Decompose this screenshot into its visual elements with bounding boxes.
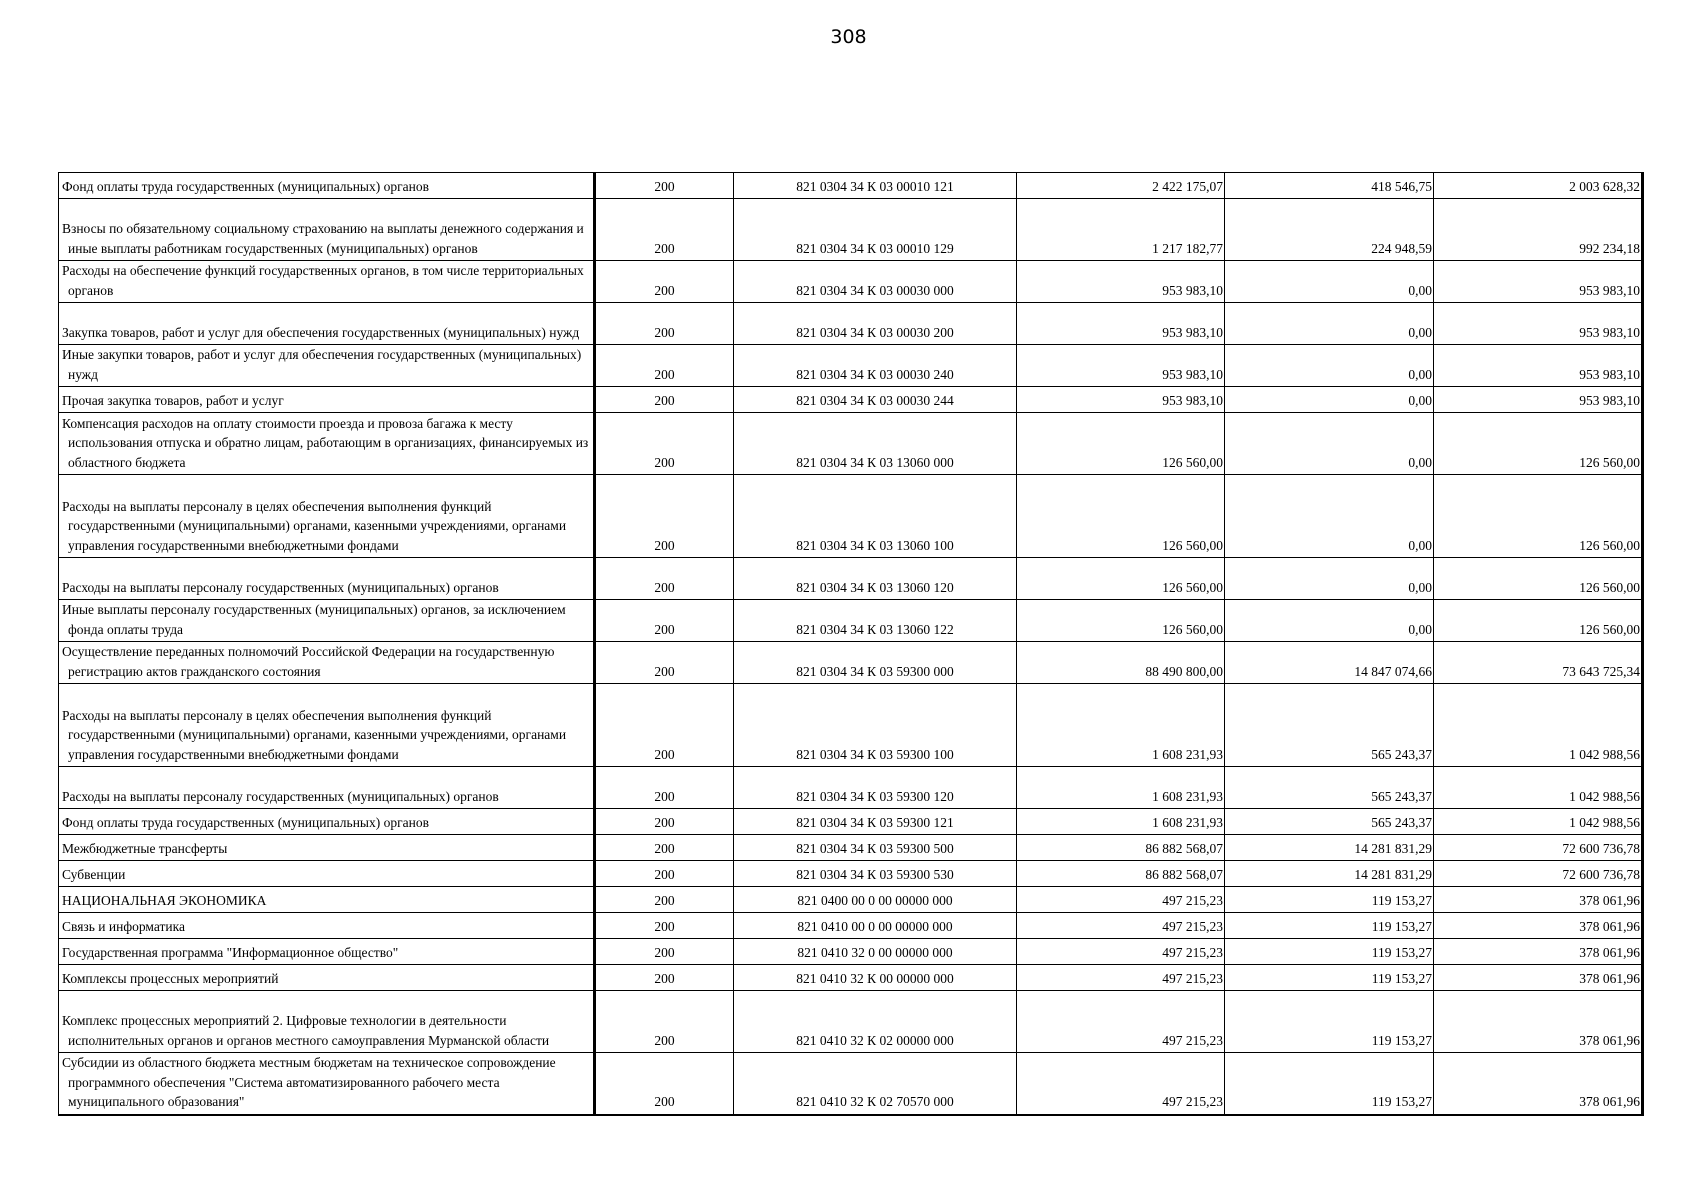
table-row (59, 939, 1643, 965)
row-executed-cell: 14 281 831,29 (1225, 835, 1434, 861)
row-approved-cell: 126 560,00 (1017, 600, 1225, 642)
table-row (59, 261, 1643, 303)
row-approved-cell: 497 215,23 (1017, 939, 1225, 965)
table-row (59, 558, 1643, 600)
row-budget-code-cell: 821 0400 00 0 00 00000 000 (734, 887, 1017, 913)
row-budget-code-cell: 821 0304 34 К 03 13060 000 (734, 413, 1017, 475)
row-line-code-cell: 200 (595, 261, 734, 303)
row-name-cell (59, 199, 595, 261)
row-line-code-cell: 200 (595, 913, 734, 939)
row-budget-code-cell: 821 0304 34 К 03 00010 129 (734, 199, 1017, 261)
row-executed-cell: 0,00 (1225, 387, 1434, 413)
row-line-code-cell: 200 (595, 861, 734, 887)
row-unexecuted-cell: 73 643 725,34 (1434, 642, 1643, 684)
row-approved-cell: 1 608 231,93 (1017, 767, 1225, 809)
row-name-text: Расходы на выплаты персоналу в целях обеспечения выполнения функций государственными (муниципальными) органами, казенными учреждениями, органами управления государственными внебюджетными фондами (62, 498, 567, 553)
row-name-cell (59, 1053, 595, 1115)
row-line-code-cell: 200 (595, 939, 734, 965)
row-unexecuted-cell: 953 983,10 (1434, 387, 1643, 413)
row-line-code-cell: 200 (595, 809, 734, 835)
row-unexecuted-cell: 953 983,10 (1434, 345, 1643, 387)
row-name-cell (59, 303, 595, 345)
row-line-code-cell: 200 (595, 684, 734, 767)
row-unexecuted-cell: 72 600 736,78 (1434, 835, 1643, 861)
row-approved-cell: 86 882 568,07 (1017, 835, 1225, 861)
row-line-code-cell: 200 (595, 345, 734, 387)
row-approved-cell: 86 882 568,07 (1017, 861, 1225, 887)
row-name-cell (59, 387, 595, 413)
row-approved-cell: 2 422 175,07 (1017, 173, 1225, 199)
row-name-cell (59, 861, 595, 887)
row-name-text: Фонд оплаты труда государственных (муниципальных) органов (62, 178, 429, 194)
table-row (59, 684, 1643, 767)
row-name-cell (59, 345, 595, 387)
row-budget-code-cell: 821 0304 34 К 03 59300 100 (734, 684, 1017, 767)
row-approved-cell: 1 217 182,77 (1017, 199, 1225, 261)
table-row (59, 767, 1643, 809)
row-unexecuted-cell: 953 983,10 (1434, 303, 1643, 345)
row-unexecuted-cell: 378 061,96 (1434, 939, 1643, 965)
row-name-cell (59, 475, 595, 558)
row-unexecuted-cell: 378 061,96 (1434, 965, 1643, 991)
row-executed-cell: 0,00 (1225, 558, 1434, 600)
row-line-code-cell: 200 (595, 642, 734, 684)
row-approved-cell: 953 983,10 (1017, 387, 1225, 413)
row-approved-cell: 953 983,10 (1017, 303, 1225, 345)
row-name-cell (59, 991, 595, 1053)
row-executed-cell: 224 948,59 (1225, 199, 1434, 261)
row-executed-cell: 418 546,75 (1225, 173, 1434, 199)
row-unexecuted-cell: 378 061,96 (1434, 887, 1643, 913)
row-approved-cell: 497 215,23 (1017, 1053, 1225, 1115)
row-budget-code-cell: 821 0304 34 К 03 00030 200 (734, 303, 1017, 345)
row-budget-code-cell: 821 0410 32 К 02 70570 000 (734, 1053, 1017, 1115)
row-name-cell (59, 913, 595, 939)
table-row (59, 345, 1643, 387)
row-executed-cell: 0,00 (1225, 413, 1434, 475)
table-row (59, 642, 1643, 684)
row-unexecuted-cell: 126 560,00 (1434, 600, 1643, 642)
table-row (59, 173, 1643, 199)
row-budget-code-cell: 821 0304 34 К 03 13060 122 (734, 600, 1017, 642)
row-budget-code-cell: 821 0304 34 К 03 59300 000 (734, 642, 1017, 684)
row-line-code-cell: 200 (595, 173, 734, 199)
table-row (59, 965, 1643, 991)
row-name-text: Межбюджетные трансферты (62, 840, 228, 856)
page-number: 308 (830, 26, 867, 48)
row-line-code-cell: 200 (595, 387, 734, 413)
row-name-text: Комплексы процессных мероприятий (62, 970, 279, 986)
row-unexecuted-cell: 953 983,10 (1434, 261, 1643, 303)
row-name-text: Прочая закупка товаров, работ и услуг (62, 392, 284, 408)
row-line-code-cell: 200 (595, 199, 734, 261)
row-approved-cell: 126 560,00 (1017, 413, 1225, 475)
row-executed-cell: 0,00 (1225, 261, 1434, 303)
row-budget-code-cell: 821 0410 32 К 00 00000 000 (734, 965, 1017, 991)
row-name-cell (59, 413, 595, 475)
row-line-code-cell: 200 (595, 835, 734, 861)
row-executed-cell: 0,00 (1225, 475, 1434, 558)
row-approved-cell: 953 983,10 (1017, 261, 1225, 303)
row-line-code-cell: 200 (595, 303, 734, 345)
row-unexecuted-cell: 126 560,00 (1434, 558, 1643, 600)
table-row (59, 199, 1643, 261)
row-executed-cell: 119 153,27 (1225, 991, 1434, 1053)
row-executed-cell: 14 281 831,29 (1225, 861, 1434, 887)
row-name-cell (59, 173, 595, 199)
row-approved-cell: 497 215,23 (1017, 991, 1225, 1053)
row-approved-cell: 1 608 231,93 (1017, 809, 1225, 835)
table-row (59, 387, 1643, 413)
row-name-cell (59, 767, 595, 809)
row-executed-cell: 119 153,27 (1225, 939, 1434, 965)
table-row (59, 1053, 1643, 1115)
row-name-text: Расходы на обеспечение функций государственных органов, в том числе территориальных органов (62, 263, 584, 298)
row-name-cell (59, 600, 595, 642)
row-unexecuted-cell: 1 042 988,56 (1434, 767, 1643, 809)
row-budget-code-cell: 821 0304 34 К 03 00010 121 (734, 173, 1017, 199)
row-name-text: Комплекс процессных мероприятий 2. Цифровые технологии в деятельности исполнительных органов и органов местного самоуправления Мурманской области (62, 1013, 550, 1048)
table-row (59, 991, 1643, 1053)
row-name-cell (59, 939, 595, 965)
row-unexecuted-cell: 126 560,00 (1434, 413, 1643, 475)
row-name-cell (59, 887, 595, 913)
row-approved-cell: 497 215,23 (1017, 965, 1225, 991)
row-name-cell (59, 835, 595, 861)
row-name-text: Компенсация расходов на оплату стоимости проезда и провоза багажа к месту использования отпуска и обратно лицам, работающим в организациях, финансируемых из областного бюджета (62, 415, 589, 470)
row-name-cell (59, 558, 595, 600)
row-unexecuted-cell: 378 061,96 (1434, 991, 1643, 1053)
row-name-cell (59, 684, 595, 767)
row-unexecuted-cell: 992 234,18 (1434, 199, 1643, 261)
row-unexecuted-cell: 1 042 988,56 (1434, 684, 1643, 767)
row-name-text: Фонд оплаты труда государственных (муниципальных) органов (62, 814, 429, 830)
row-line-code-cell: 200 (595, 558, 734, 600)
row-budget-code-cell: 821 0304 34 К 03 59300 500 (734, 835, 1017, 861)
row-unexecuted-cell: 378 061,96 (1434, 1053, 1643, 1115)
row-unexecuted-cell: 1 042 988,56 (1434, 809, 1643, 835)
row-line-code-cell: 200 (595, 413, 734, 475)
row-budget-code-cell: 821 0304 34 К 03 59300 530 (734, 861, 1017, 887)
row-executed-cell: 119 153,27 (1225, 965, 1434, 991)
row-name-text: Закупка товаров, работ и услуг для обеспечения государственных (муниципальных) нужд (62, 324, 580, 340)
row-line-code-cell: 200 (595, 1053, 734, 1115)
row-name-text: Государственная программа "Информационное общество" (62, 944, 399, 960)
row-budget-code-cell: 821 0304 34 К 03 00030 000 (734, 261, 1017, 303)
table-row (59, 861, 1643, 887)
row-name-text: Иные закупки товаров, работ и услуг для обеспечения государственных (муниципальных) нужд (62, 347, 582, 382)
row-line-code-cell: 200 (595, 887, 734, 913)
row-name-text: Расходы на выплаты персоналу государственных (муниципальных) органов (62, 579, 499, 595)
row-budget-code-cell: 821 0304 34 К 03 13060 100 (734, 475, 1017, 558)
row-name-text: Осуществление переданных полномочий Российской Федерации на государственную регистрацию актов гражданского состояния (62, 644, 555, 679)
row-name-cell (59, 965, 595, 991)
row-executed-cell: 565 243,37 (1225, 809, 1434, 835)
table-row (59, 600, 1643, 642)
row-budget-code-cell: 821 0410 00 0 00 00000 000 (734, 913, 1017, 939)
row-name-text: Субсидии из областного бюджета местным бюджетам на техническое сопровождение программного обеспечения "Система автоматизированного рабочего места муниципального образования" (62, 1055, 556, 1109)
row-name-cell (59, 261, 595, 303)
row-budget-code-cell: 821 0304 34 К 03 00030 240 (734, 345, 1017, 387)
table-row (59, 475, 1643, 558)
row-approved-cell: 126 560,00 (1017, 558, 1225, 600)
row-unexecuted-cell: 72 600 736,78 (1434, 861, 1643, 887)
row-line-code-cell: 200 (595, 991, 734, 1053)
row-unexecuted-cell: 378 061,96 (1434, 913, 1643, 939)
row-budget-code-cell: 821 0304 34 К 03 59300 120 (734, 767, 1017, 809)
row-name-text: Расходы на выплаты персоналу государственных (муниципальных) органов (62, 788, 499, 804)
row-unexecuted-cell: 126 560,00 (1434, 475, 1643, 558)
row-name-text: Иные выплаты персоналу государственных (муниципальных) органов, за исключением фонда оплаты труда (62, 602, 566, 637)
row-line-code-cell: 200 (595, 965, 734, 991)
row-approved-cell: 497 215,23 (1017, 913, 1225, 939)
row-executed-cell: 565 243,37 (1225, 684, 1434, 767)
row-approved-cell: 1 608 231,93 (1017, 684, 1225, 767)
row-line-code-cell: 200 (595, 767, 734, 809)
row-name-text: Расходы на выплаты персоналу в целях обеспечения выполнения функций государственными (муниципальными) органами, казенными учреждениями, органами управления государственными внебюджетными фондами (62, 707, 567, 762)
row-name-text: Взносы по обязательному социальному страхованию на выплаты денежного содержания и иные выплаты работникам государственных (муниципальных) органов (62, 221, 584, 256)
row-executed-cell: 0,00 (1225, 303, 1434, 345)
row-approved-cell: 953 983,10 (1017, 345, 1225, 387)
table-row (59, 887, 1643, 913)
row-line-code-cell: 200 (595, 600, 734, 642)
row-line-code-cell: 200 (595, 475, 734, 558)
row-executed-cell: 565 243,37 (1225, 767, 1434, 809)
row-executed-cell: 119 153,27 (1225, 1053, 1434, 1115)
row-name-text: Субвенции (62, 866, 126, 882)
row-approved-cell: 126 560,00 (1017, 475, 1225, 558)
table-body (59, 173, 1643, 1115)
row-name-cell (59, 642, 595, 684)
row-unexecuted-cell: 2 003 628,32 (1434, 173, 1643, 199)
row-budget-code-cell: 821 0304 34 К 03 59300 121 (734, 809, 1017, 835)
row-budget-code-cell: 821 0304 34 К 03 00030 244 (734, 387, 1017, 413)
row-name-text: Связь и информатика (62, 918, 185, 934)
row-name-cell (59, 809, 595, 835)
row-executed-cell: 0,00 (1225, 600, 1434, 642)
row-approved-cell: 88 490 800,00 (1017, 642, 1225, 684)
row-executed-cell: 119 153,27 (1225, 913, 1434, 939)
row-executed-cell: 14 847 074,66 (1225, 642, 1434, 684)
row-budget-code-cell: 821 0410 32 К 02 00000 000 (734, 991, 1017, 1053)
row-executed-cell: 119 153,27 (1225, 887, 1434, 913)
table-row (59, 303, 1643, 345)
row-approved-cell: 497 215,23 (1017, 887, 1225, 913)
budget-execution-table (58, 172, 1644, 1116)
table-row (59, 413, 1643, 475)
row-name-text: НАЦИОНАЛЬНАЯ ЭКОНОМИКА (62, 892, 267, 908)
row-executed-cell: 0,00 (1225, 345, 1434, 387)
table-row (59, 809, 1643, 835)
row-budget-code-cell: 821 0304 34 К 03 13060 120 (734, 558, 1017, 600)
table-row (59, 913, 1643, 939)
table-row (59, 835, 1643, 861)
row-budget-code-cell: 821 0410 32 0 00 00000 000 (734, 939, 1017, 965)
